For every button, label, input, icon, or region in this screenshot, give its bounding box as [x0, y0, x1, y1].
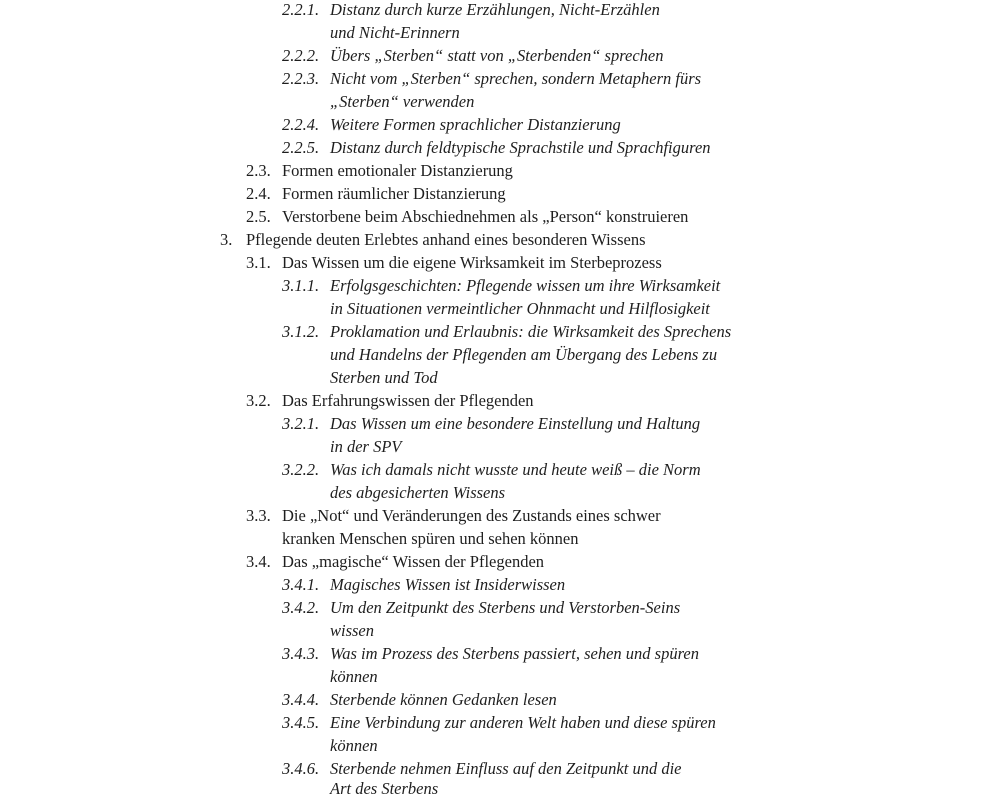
- toc-entry-number: 3.4.5.: [282, 713, 320, 732]
- toc-entry-title: Das „magische“ Wissen der Pflegenden: [282, 552, 545, 571]
- toc-entry-number: 2.2.1.: [282, 0, 320, 19]
- toc-entry-number: 3.2.: [246, 391, 271, 410]
- toc-entry-number: 3.4.1.: [282, 575, 320, 594]
- toc-entry-title: Magisches Wissen ist Insiderwissen: [330, 575, 566, 594]
- toc-entry-title: Formen räumlicher Distanzierung: [282, 184, 506, 203]
- toc-entry-title: Proklamation und Erlaubnis: die Wirksamkeit des Sprechens: [330, 322, 732, 341]
- toc-entry-title: Die „Not“ und Veränderungen des Zustands eines schwer: [282, 506, 661, 525]
- toc-entry-title: Was im Prozess des Sterbens passiert, sehen und spüren: [330, 644, 699, 663]
- toc-entry-number: 2.5.: [246, 207, 271, 226]
- toc-entry-title: Das Erfahrungswissen der Pflegenden: [282, 391, 534, 410]
- toc-entry-number: 3.1.1.: [282, 276, 320, 295]
- toc-entry-number: 3.2.1.: [282, 414, 320, 433]
- toc-entry-number: 2.2.2.: [282, 46, 320, 65]
- toc-entry-number: 3.1.: [246, 253, 271, 272]
- toc-entry-number: 3.4.3.: [282, 644, 320, 663]
- toc-entry-title: und Nicht-Erinnern: [330, 23, 460, 42]
- toc-entry-number: 2.2.3.: [282, 69, 320, 88]
- toc-entry-title: Formen emotionaler Distanzierung: [282, 161, 513, 180]
- toc-entry-number: 3.4.: [246, 552, 271, 571]
- toc-entry-title: Das Wissen um eine besondere Einstellung und Haltung: [330, 414, 701, 433]
- toc-entry-title: Distanz durch kurze Erzählungen, Nicht-Erzählen: [330, 0, 660, 19]
- toc-entry-number: 3.4.6.: [282, 759, 320, 778]
- toc-entry-title: Um den Zeitpunkt des Sterbens und Verstorben-Seins: [330, 598, 681, 617]
- toc-entry-title: Was ich damals nicht wusste und heute weiß – die Norm: [330, 460, 701, 479]
- toc-entry-title: Das Wissen um die eigene Wirksamkeit im Sterbeprozess: [282, 253, 662, 272]
- toc-entry-title: Weitere Formen sprachlicher Distanzierung: [330, 115, 621, 134]
- toc-entry-title: Sterben und Tod: [330, 368, 438, 387]
- toc-entry-number: 2.2.4.: [282, 115, 320, 134]
- toc-entry-title: Eine Verbindung zur anderen Welt haben und diese spüren: [330, 713, 716, 732]
- toc-entry-number: 3.1.2.: [282, 322, 320, 341]
- toc-entry-number: 2.4.: [246, 184, 271, 203]
- toc-entry-title: „Sterben“ verwenden: [330, 92, 475, 111]
- toc-entry-title: Sterbende können Gedanken lesen: [330, 690, 557, 709]
- toc-entry-title: Verstorbene beim Abschiednehmen als „Person“ konstruieren: [282, 207, 689, 226]
- toc-entry-number: 3.4.2.: [282, 598, 320, 617]
- toc-entry-title: Nicht vom „Sterben“ sprechen, sondern Metaphern fürs: [330, 69, 702, 88]
- toc-entry-title: und Handelns der Pflegenden am Übergang des Lebens zu: [330, 345, 718, 364]
- toc-entry-title: in der SPV: [330, 437, 402, 456]
- toc-entry-title: können: [330, 736, 378, 755]
- toc-entry-title: kranken Menschen spüren und sehen können: [282, 529, 579, 548]
- toc-entry-title: können: [330, 667, 378, 686]
- toc-entry-number: 2.2.5.: [282, 138, 320, 157]
- toc-entry-title: Erfolgsgeschichten: Pflegende wissen um ihre Wirksamkeit: [330, 276, 721, 295]
- toc-entry-title: Distanz durch feldtypische Sprachstile und Sprachfiguren: [330, 138, 711, 157]
- toc-entry-title: Art des Sterbens: [330, 779, 439, 798]
- toc-entry-number: 3.4.4.: [282, 690, 320, 709]
- toc-entry-title: Übers „Sterben“ statt von „Sterbenden“ sprechen: [330, 46, 664, 65]
- toc-entry-number: 3.2.2.: [282, 460, 320, 479]
- toc-entry-title: in Situationen vermeintlicher Ohnmacht und Hilflosigkeit: [330, 299, 710, 318]
- toc-entry-title: Pflegende deuten Erlebtes anhand eines besonderen Wissens: [246, 230, 646, 249]
- toc-entry-title: Sterbende nehmen Einfluss auf den Zeitpunkt und die: [330, 759, 682, 778]
- toc-entry-number: 3.: [220, 230, 233, 249]
- toc-entry-number: 3.3.: [246, 506, 271, 525]
- toc-entry-title: wissen: [330, 621, 375, 640]
- toc-entry-title: des abgesicherten Wissens: [330, 483, 506, 502]
- toc-entry-number: 2.3.: [246, 161, 271, 180]
